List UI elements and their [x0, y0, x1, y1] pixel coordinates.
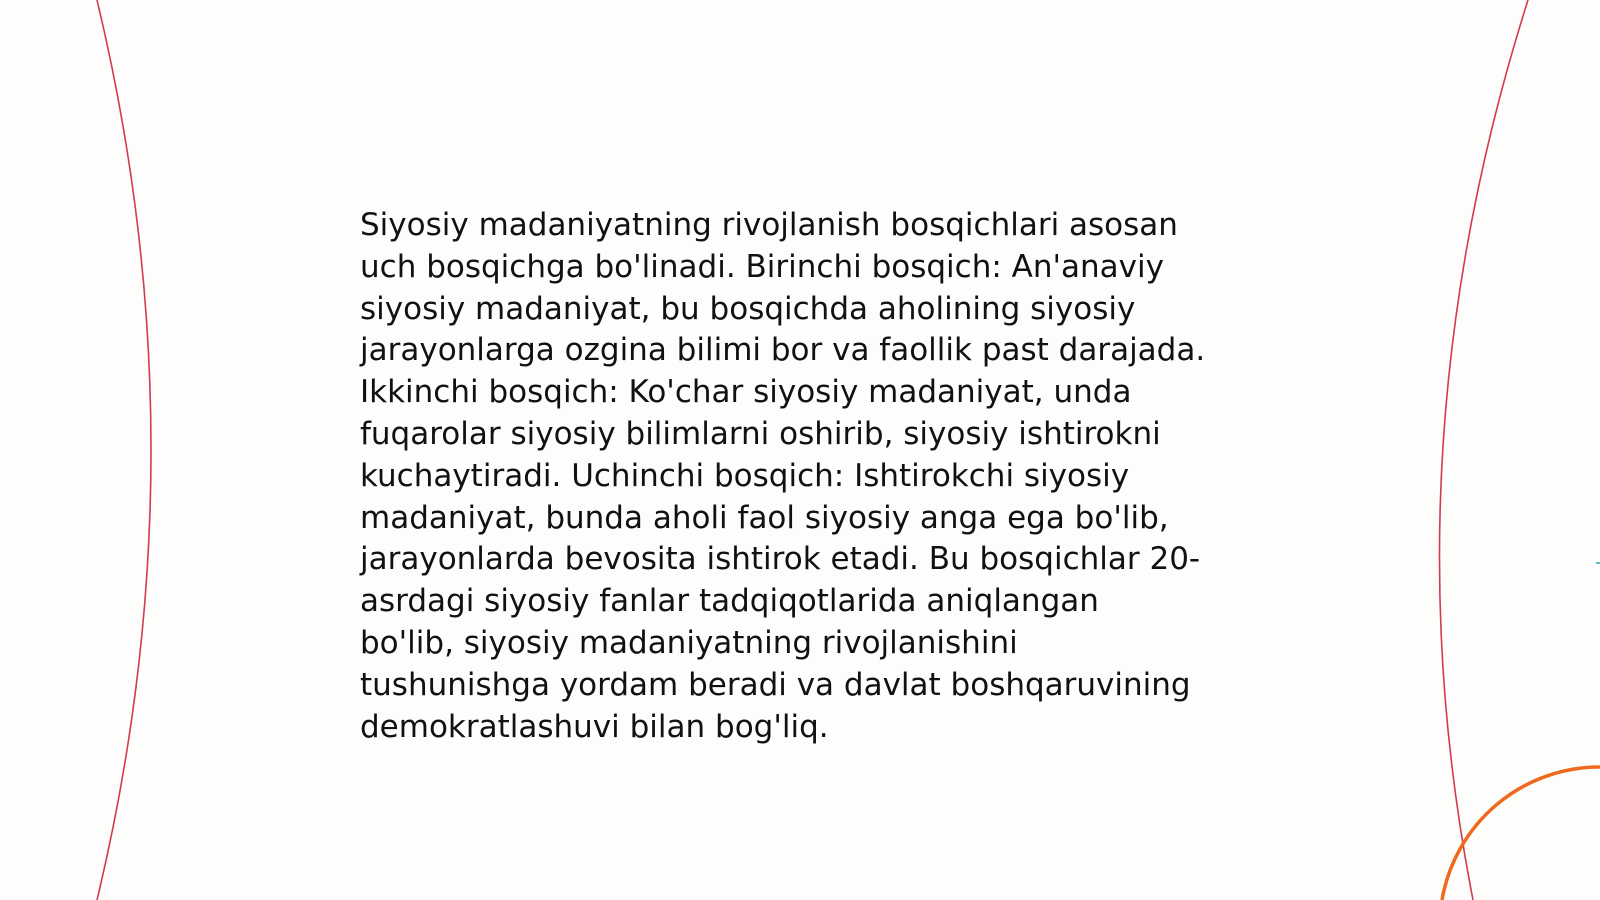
orange-arc [1442, 767, 1600, 900]
slide-body-text: Siyosiy madaniyatning rivojlanish bosqichlari asosan uch bosqichga bo'linadi. Birinchi bosqich: An'anaviy siyosiy madaniyat, bu bosqichda aholining siyosiy jarayonlarga ozgina bilimi bor va faollik past darajada. Ikkinchi bosqich: Ko'char siyosiy madaniyat, unda fuqarolar siyosiy bilimlarni oshirib, siyosiy ishtirokni kuchaytiradi. Uchinchi bosqich: Ishtirokchi siyosiy madaniyat, bunda aholi faol siyosiy anga ega bo'lib, jarayonlarda bevosita ishtirok etadi. Bu bosqichlar 20- asrdagi siyosiy fanlar tadqiqotlarida aniqlangan bo'lib, siyosiy madaniyatning rivojlanishini tushunishga yordam beradi va davlat boshqaruvining demokratlashuvi bilan bog'liq. [360, 207, 1206, 745]
right-curve-line [1439, 0, 1528, 900]
left-curve-line [97, 0, 151, 900]
